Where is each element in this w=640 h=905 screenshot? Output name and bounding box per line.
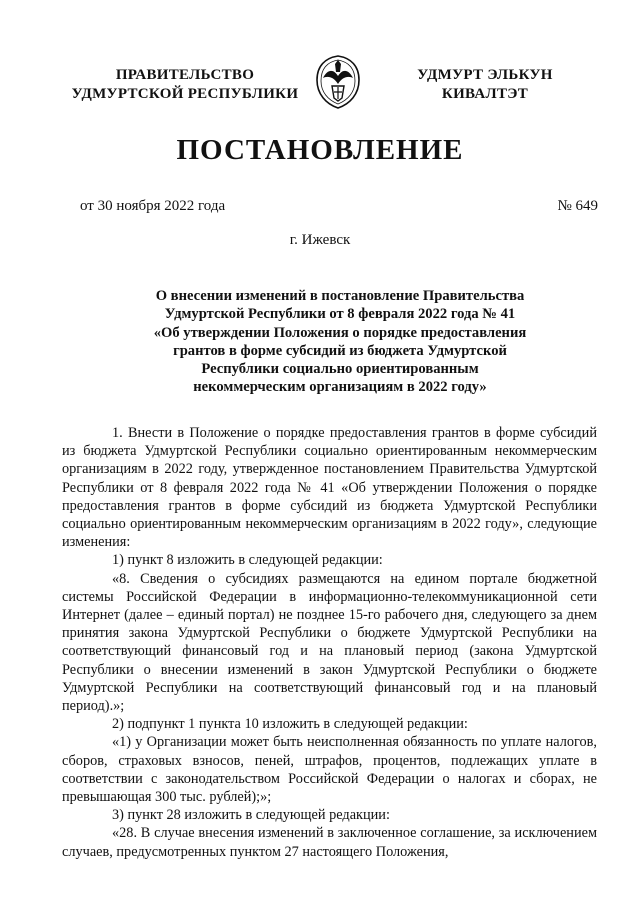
subject-line: Республики социально ориентированным [201,361,479,378]
coat-of-arms-icon [313,54,363,110]
document-date: от 30 ноября 2022 года [80,198,226,214]
header-left-line2: УДМУРТСКОЙ РЕСПУБЛИКИ [71,86,299,102]
document-title: ПОСТАНОВЛЕНИЕ [176,134,464,166]
header-left [60,66,310,104]
subject-line: О внесении изменений в постановление Правительства [155,288,525,304]
subject-line: некоммерческим организациям в 2022 году» [193,379,487,396]
subject-line: Удмуртской Республики от 8 февраля 2022 года № 41 [164,306,516,323]
document-number: № 649 [557,198,598,214]
body-paragraph: «1) у Организации может быть неисполненная обязанность по уплате налогов, сборов, страховых взносов, пеней, штрафов, процентов, подлежащих уплате в соответствии с законодательством Российской Федерации о налогах и сборах, не превышающая 300 тыс. рублей);»; [62,734,597,806]
subject-line: «Об утверждении Положения о порядке предоставления [153,324,527,341]
body-paragraph: 1) пункт 8 изложить в следующей редакции: [112,552,383,569]
document-city: г. Ижевск [289,232,351,248]
body-paragraph: 1. Внести в Положение о порядке предоставления грантов в форме субсидий из бюджета Удмуртской Республики социально ориентированным некоммерческим организациям в 2022 году, утвержденное постановлением Правительства Удмуртской Республики от 8 февраля 2022 года № 41 «Об утверждении Положения о порядке предоставления грантов в форме субсидий из бюджета Удмуртской Республики социально ориентированным некоммерческим организациям в 2022 году», следующие изменения: [62,425,597,551]
document-body [62,424,597,861]
document-subject [130,287,550,397]
subject-line: грантов в форме субсидий из бюджета Удмуртской [173,342,507,359]
body-paragraph: 3) пункт 28 изложить в следующей редакции: [112,807,390,824]
header-left-line1: ПРАВИТЕЛЬСТВО [115,67,255,83]
body-paragraph: «8. Сведения о субсидиях размещаются на едином портале бюджетной системы Российской Федерации в информационно-телекоммуникационной сети Интернет (далее – единый портал) не позднее 15-го рабочего дня, следующего за днем принятия закона Удмуртской Республики о бюджете Удмуртской Республики на соответствующий финансовый год и на плановый период (закона Удмуртской Республики о внесении изменений в закон Удмуртской Республики о бюджете Удмуртской Республики на соответствующий финансовый год и на плановый период).»; [62,570,597,715]
header-right-line1: УДМУРТ ЭЛЬКУН [417,67,553,83]
header-right [395,66,575,104]
body-paragraph: 2) подпункт 1 пункта 10 изложить в следующей редакции: [112,716,468,733]
body-paragraph: «28. В случае внесения изменений в заключенное соглашение, за исключением случаев, предусмотренных пунктом 27 настоящего Положения, [62,825,597,860]
header-right-line2: КИВАЛТЭТ [441,86,529,102]
